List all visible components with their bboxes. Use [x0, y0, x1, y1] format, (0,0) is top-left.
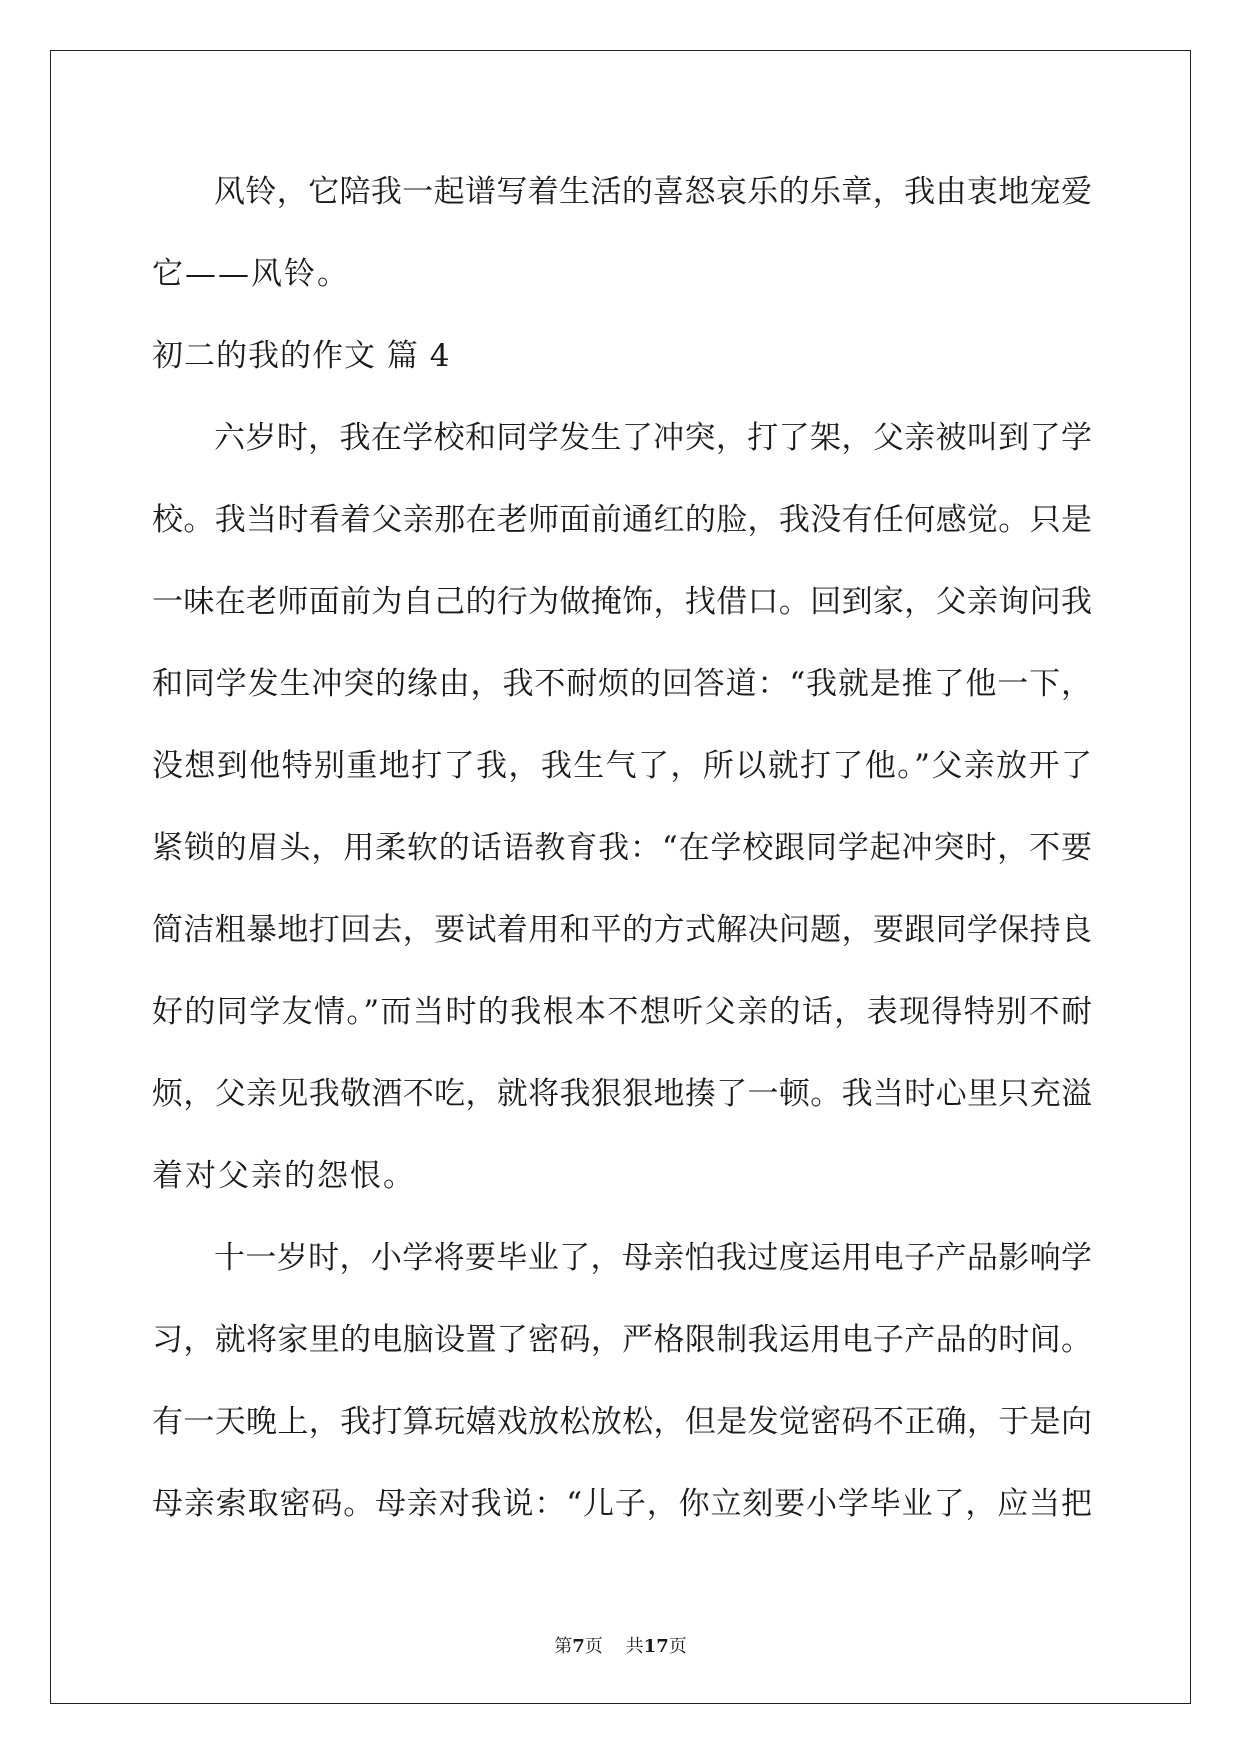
section-heading: 初二的我的作文 篇 4 [152, 338, 451, 374]
page-footer [0, 1632, 1241, 1658]
text-line: 十一岁时，小学将要毕业了，母亲怕我过度运用电子产品影响学 [214, 1240, 1092, 1276]
footer-suffix: 页 [668, 1636, 687, 1657]
text-line: 习，就将家里的电脑设置了密码，严格限制我运用电子产品的时间。 [152, 1322, 1092, 1358]
text-line: 好的同学友情。”而当时的我根本不想听父亲的话，表现得特别不耐 [152, 994, 1092, 1030]
text-line: 有一天晚上，我打算玩嬉戏放松放松，但是发觉密码不正确，于是向 [152, 1404, 1092, 1440]
text-line: 六岁时，我在学校和同学发生了冲突，打了架，父亲被叫到了学 [214, 420, 1092, 456]
footer-middle: 页 共 [584, 1636, 644, 1657]
text-line: 和同学发生冲突的缘由，我不耐烦的回答道：“我就是推了他一下， [152, 666, 1092, 702]
text-line: 风铃，它陪我一起谱写着生活的喜怒哀乐的乐章，我由衷地宠爱 [214, 174, 1092, 210]
text-line: 它——风铃。 [152, 256, 350, 292]
text-line: 一味在老师面前为自己的行为做掩饰，找借口。回到家，父亲询问我 [152, 584, 1092, 620]
text-line: 紧锁的眉头，用柔软的话语教育我：“在学校跟同学起冲突时，不要 [152, 830, 1092, 866]
text-line: 校。我当时看着父亲那在老师面前通红的脸，我没有任何感觉。只是 [152, 502, 1092, 538]
footer-prefix: 第 [554, 1636, 573, 1657]
text-line: 简洁粗暴地打回去，要试着用和平的方式解决问题，要跟同学保持良 [152, 912, 1092, 948]
footer-page-number: 7 [572, 1636, 585, 1657]
text-line: 烦，父亲见我敬酒不吃，就将我狠狠地揍了一顿。我当时心里只充溢 [152, 1076, 1092, 1112]
text-line: 着对父亲的怨恨。 [152, 1158, 416, 1194]
text-line: 母亲索取密码。母亲对我说：“儿子，你立刻要小学毕业了，应当把 [152, 1486, 1092, 1522]
footer-total-pages: 17 [643, 1636, 669, 1657]
text-line: 没想到他特别重地打了我，我生气了，所以就打了他。”父亲放开了 [152, 748, 1092, 784]
document-body [152, 156, 1092, 1550]
